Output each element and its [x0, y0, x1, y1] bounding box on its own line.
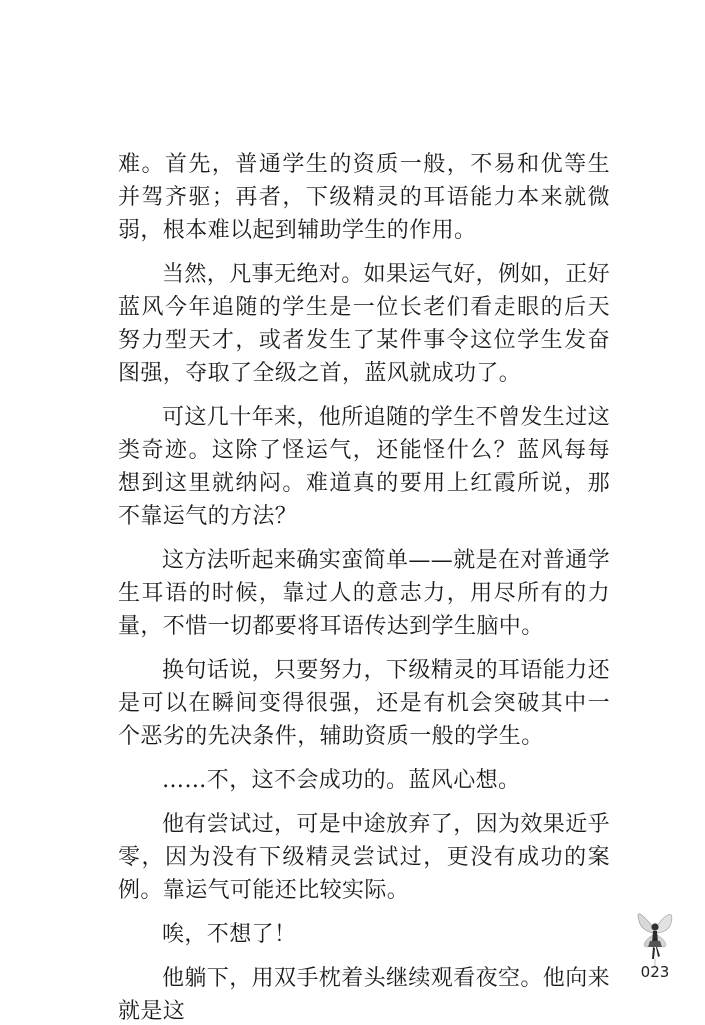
paragraph-3: 可这几十年来，他所追随的学生不曾发生过这类奇迹。这除了怪运气，还能怪什么？蓝风每每想到这里就纳闷。难道真的要用上红霞所说，那不靠运气的方法？ — [118, 405, 611, 529]
paragraph-2: 当然，凡事无绝对。如果运气好，例如，正好蓝风今年追随的学生是一位长老们看走眼的后天努力型天才，或者发生了某件事令这位学生发奋图强，夺取了全级之首，蓝风就成功了。 — [118, 262, 611, 386]
paragraph-5: 换句话说，只要努力，下级精灵的耳语能力还是可以在瞬间变得很强，还是有机会突破其中一个恶劣的先决条件，辅助资质一般的学生。 — [118, 658, 611, 749]
fairy-icon — [633, 905, 677, 967]
paragraph-7: 他有尝试过，可是中途放弃了，因为效果近乎零，因为没有下级精灵尝试过，更没有成功的案例。靠运气可能还比较实际。 — [118, 812, 611, 903]
page-number: 023 — [640, 963, 670, 981]
paragraph-6: ……不，这不会成功的。蓝风心想。 — [162, 768, 521, 793]
paragraph-4: 这方法听起来确实蛮简单——就是在对普通学生耳语的时候，靠过人的意志力，用尽所有的力量，不惜一切都要将耳语传达到学生脑中。 — [118, 548, 611, 639]
body-text — [118, 148, 610, 1025]
paragraph-9: 他躺下，用双手枕着头继续观看夜空。他向来就是这 — [118, 966, 611, 1024]
paragraph-8: 唉，不想了！ — [162, 922, 297, 947]
paragraph-1: 难。首先，普通学生的资质一般，不易和优等生并驾齐驱；再者，下级精灵的耳语能力本来就微弱，根本难以起到辅助学生的作用。 — [118, 152, 610, 243]
